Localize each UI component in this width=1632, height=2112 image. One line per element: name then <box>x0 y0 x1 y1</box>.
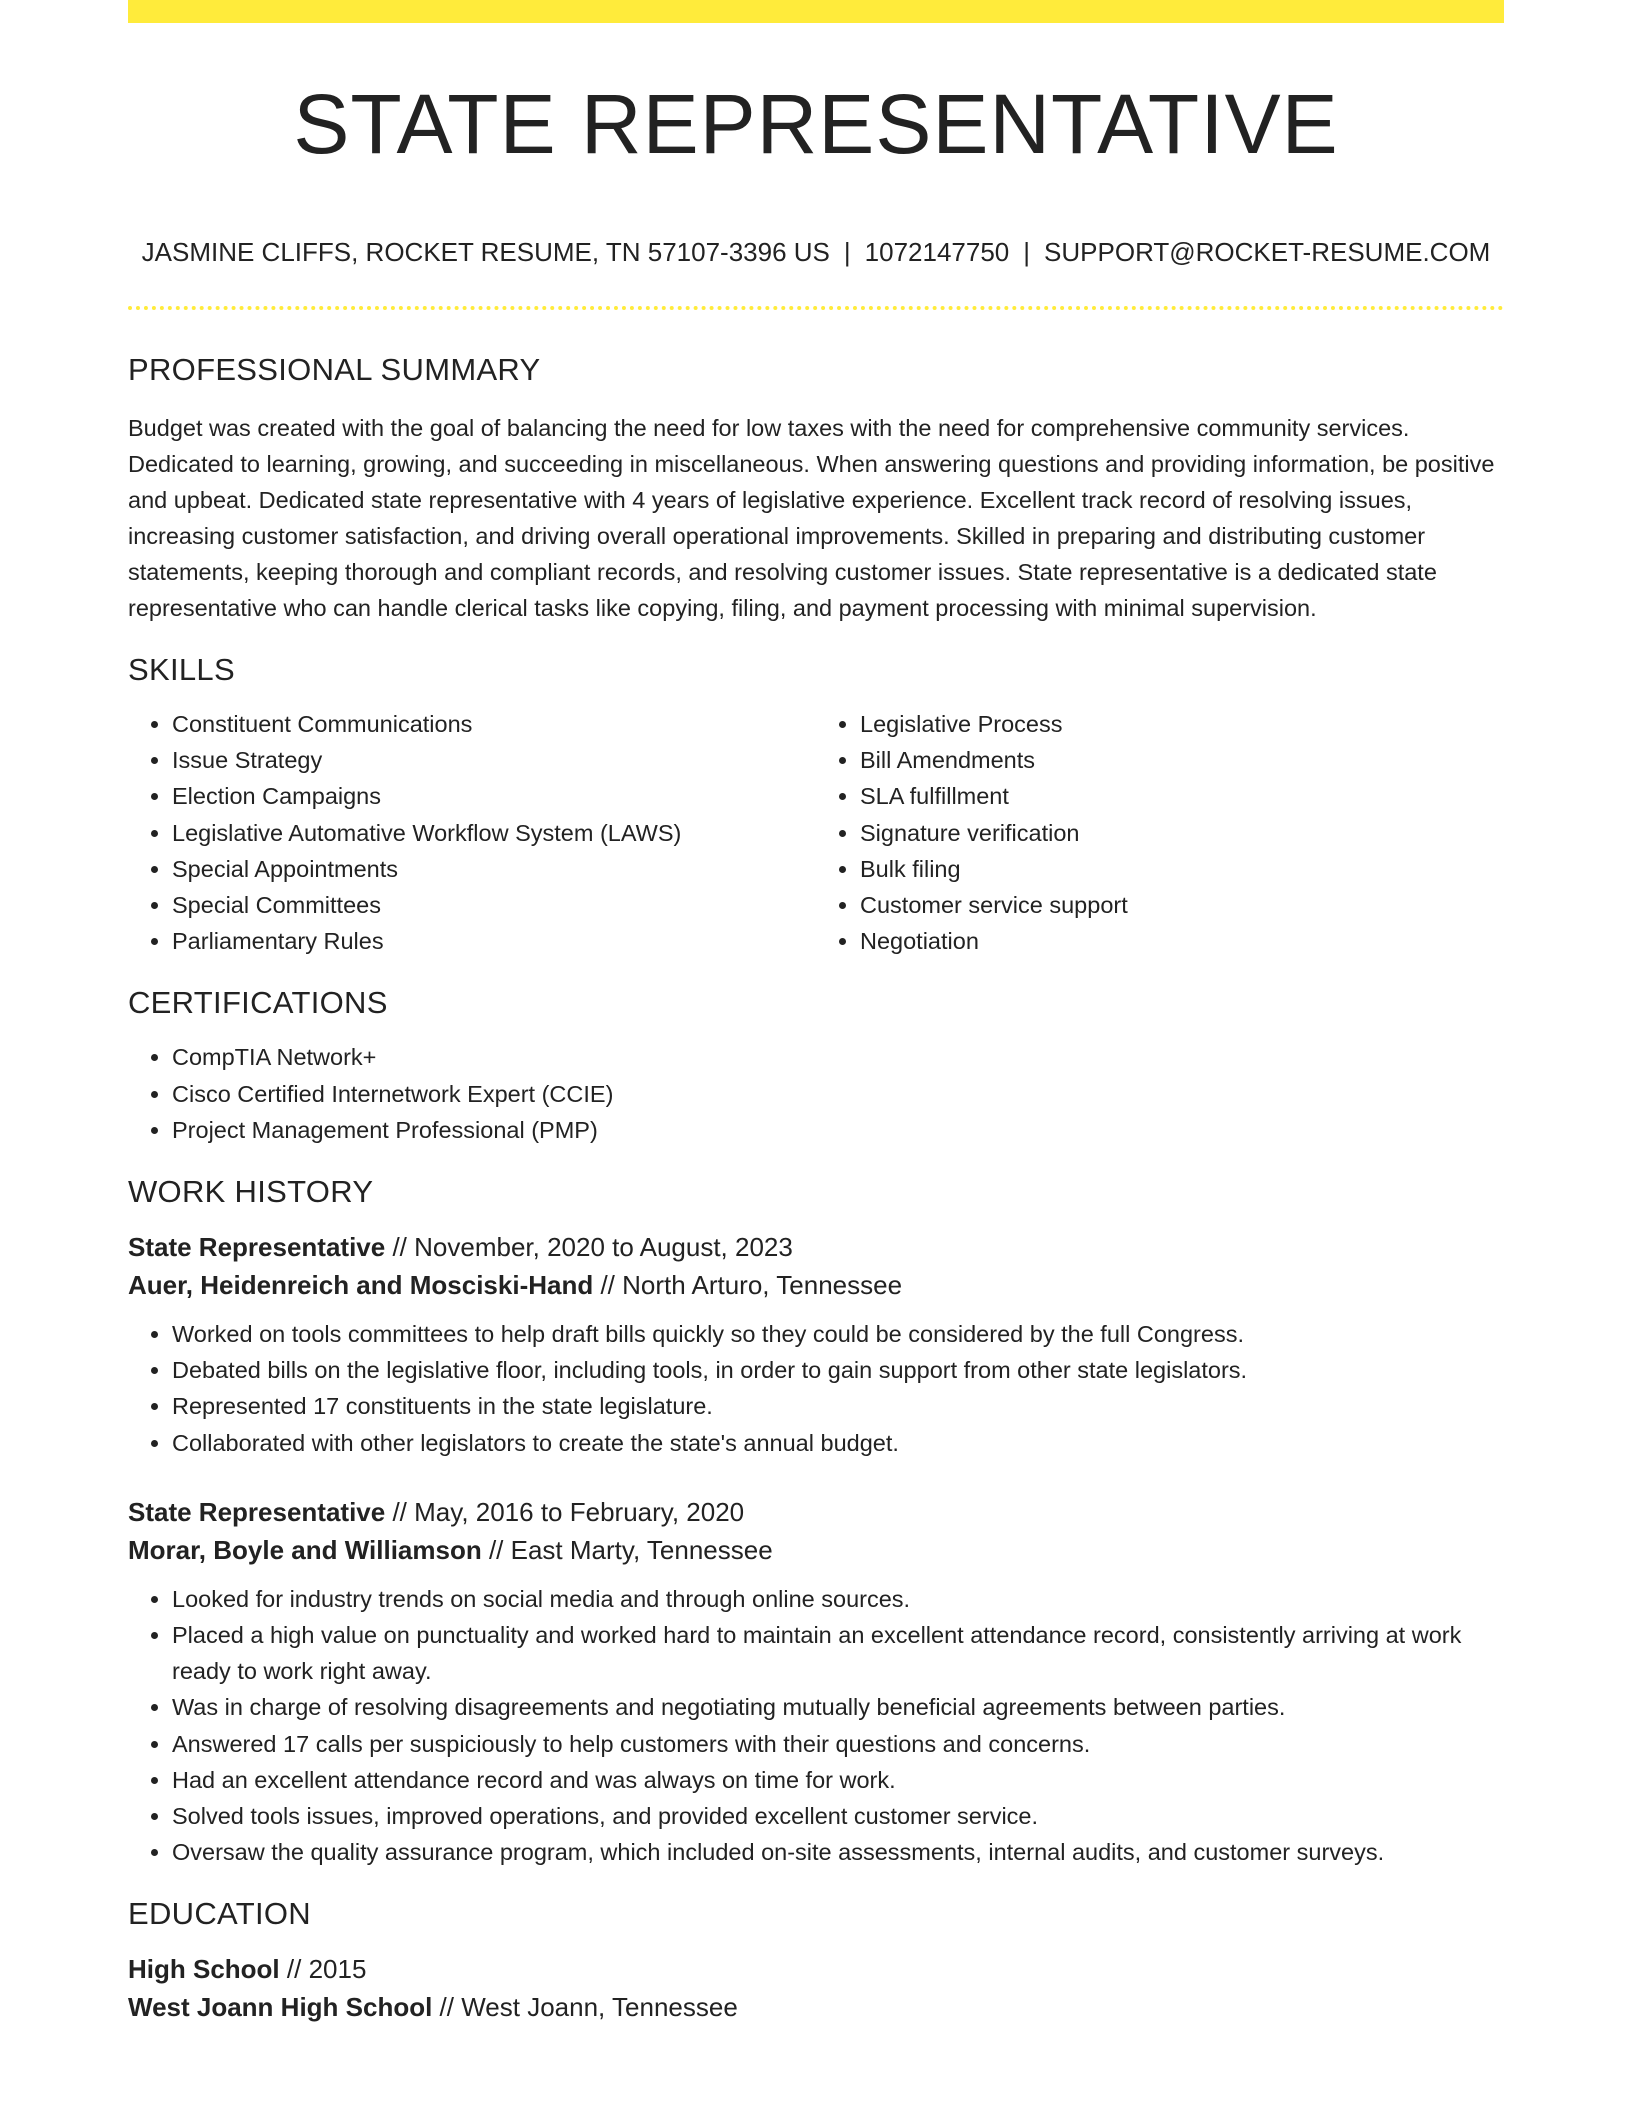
resume-title: STATE REPRESENTATIVE <box>293 77 1339 171</box>
skills-heading: SKILLS <box>128 652 235 687</box>
job-bullet: • Was in charge of resolving disagreements and negotiating mutually beneficial agreements between parties. <box>172 1689 1504 1725</box>
job-bullets <box>128 1581 1504 1871</box>
skills-right-list <box>816 706 1504 959</box>
job-bullet: • Collaborated with other legislators to create the state's annual budget. <box>172 1425 1504 1461</box>
skill-item: • Bulk filing <box>860 851 1504 887</box>
summary-section <box>128 352 1504 626</box>
certification-item: • Cisco Certified Internetwork Expert (CCIE) <box>172 1076 1504 1112</box>
contact-email: SUPPORT@ROCKET-RESUME.COM <box>1044 237 1491 267</box>
job-bullet: • Debated bills on the legislative floor, including tools, in order to gain support from other state legislators. <box>172 1352 1504 1388</box>
contact-separator: | <box>843 237 851 267</box>
education-location: // West Joann, Tennessee <box>432 1992 738 2023</box>
job-title-line <box>128 1228 1504 1266</box>
job-company: Auer, Heidenreich and Mosciski-Hand <box>128 1270 594 1301</box>
skill-item: • Issue Strategy <box>172 742 816 778</box>
education-section <box>128 1896 1504 2026</box>
summary-text: Budget was created with the goal of balancing the need for low taxes with the need for comprehensive community services. Dedicated to learning, growing, and succeeding in miscellaneous. When answering questions and providing information, be positive and upbeat. Dedicated state representative with 4 years of legislative experience. Excellent track record of resolving issues, increasing customer satisfaction, and driving overall operational improvements. Skilled in preparing and distributing customer statements, keeping thorough and compliant records, and resolving customer issues. State representative is a dedicated state representative who can handle clerical tasks like copying, filing, and payment processing with minimal supervision. <box>128 415 1495 621</box>
education-degree-line <box>128 1950 1504 1988</box>
job-bullet: • Represented 17 constituents in the state legislature. <box>172 1388 1504 1424</box>
skill-item: • SLA fulfillment <box>860 778 1504 814</box>
job-location: // East Marty, Tennessee <box>481 1534 773 1565</box>
work-history-section <box>128 1174 1504 1870</box>
job-company-line <box>128 1531 1504 1569</box>
contact-separator: | <box>1023 237 1031 267</box>
accent-top-bar <box>128 0 1504 23</box>
education-heading: EDUCATION <box>128 1896 311 1932</box>
dotted-divider <box>128 306 1504 310</box>
certifications-list <box>128 1039 1504 1148</box>
skill-item: • Constituent Communications <box>172 706 816 742</box>
skill-item: • Legislative Automative Workflow System (LAWS) <box>172 815 816 851</box>
certifications-heading: CERTIFICATIONS <box>128 985 388 1021</box>
skill-item: • Signature verification <box>860 815 1504 851</box>
skills-grid <box>128 706 1504 959</box>
certification-item: • CompTIA Network+ <box>172 1039 1504 1075</box>
job-company: Morar, Boyle and Williamson <box>128 1534 482 1565</box>
skill-item: • Legislative Process <box>860 706 1504 742</box>
education-entry <box>128 1950 1504 2026</box>
job-dates: // November, 2020 to August, 2023 <box>385 1232 793 1263</box>
contact-line <box>128 237 1504 268</box>
education-school: West Joann High School <box>128 1992 433 2023</box>
skill-item: • Election Campaigns <box>172 778 816 814</box>
job-bullet: • Oversaw the quality assurance program, which included on-site assessments, internal audits, and customer surveys. <box>172 1834 1504 1870</box>
job-bullet: • Looked for industry trends on social media and through online sources. <box>172 1581 1504 1617</box>
job-dates: // May, 2016 to February, 2020 <box>385 1496 745 1527</box>
summary-heading: PROFESSIONAL SUMMARY <box>128 352 541 387</box>
job-bullets <box>128 1316 1504 1461</box>
skill-item: • Bill Amendments <box>860 742 1504 778</box>
skill-item: • Negotiation <box>860 923 1504 959</box>
job-bullet: • Solved tools issues, improved operations, and provided excellent customer service. <box>172 1798 1504 1834</box>
contact-phone: 1072147750 <box>864 237 1010 267</box>
job-title: State Representative <box>128 1496 386 1527</box>
job-bullet: • Answered 17 calls per suspiciously to help customers with their questions and concerns. <box>172 1726 1504 1762</box>
job-bullet: • Had an excellent attendance record and was always on time for work. <box>172 1762 1504 1798</box>
job-title: State Representative <box>128 1232 386 1263</box>
skill-item: • Special Committees <box>172 887 816 923</box>
job-bullet: • Placed a high value on punctuality and worked hard to maintain an excellent attendance record, consistently arriving at work ready to work right away. <box>172 1617 1504 1689</box>
skill-item: • Parliamentary Rules <box>172 923 816 959</box>
education-degree: High School <box>128 1954 280 1985</box>
certification-item: • Project Management Professional (PMP) <box>172 1112 1504 1148</box>
education-year: // 2015 <box>279 1954 367 1985</box>
job-company-line <box>128 1266 1504 1304</box>
job-entry <box>128 1493 1504 1871</box>
work-history-heading: WORK HISTORY <box>128 1174 374 1210</box>
skills-section <box>128 652 1504 959</box>
skill-item: • Special Appointments <box>172 851 816 887</box>
resume-body <box>128 352 1504 2026</box>
contact-address: JASMINE CLIFFS, ROCKET RESUME, TN 57107-3396 US <box>141 237 830 267</box>
skill-item: • Customer service support <box>860 887 1504 923</box>
skills-left-list <box>128 706 816 959</box>
job-location: // North Arturo, Tennessee <box>593 1270 903 1301</box>
job-bullet: • Worked on tools committees to help draft bills quickly so they could be considered by the full Congress. <box>172 1316 1504 1352</box>
job-entry <box>128 1228 1504 1461</box>
certifications-section <box>128 985 1504 1148</box>
job-title-line <box>128 1493 1504 1531</box>
education-school-line <box>128 1988 1504 2026</box>
